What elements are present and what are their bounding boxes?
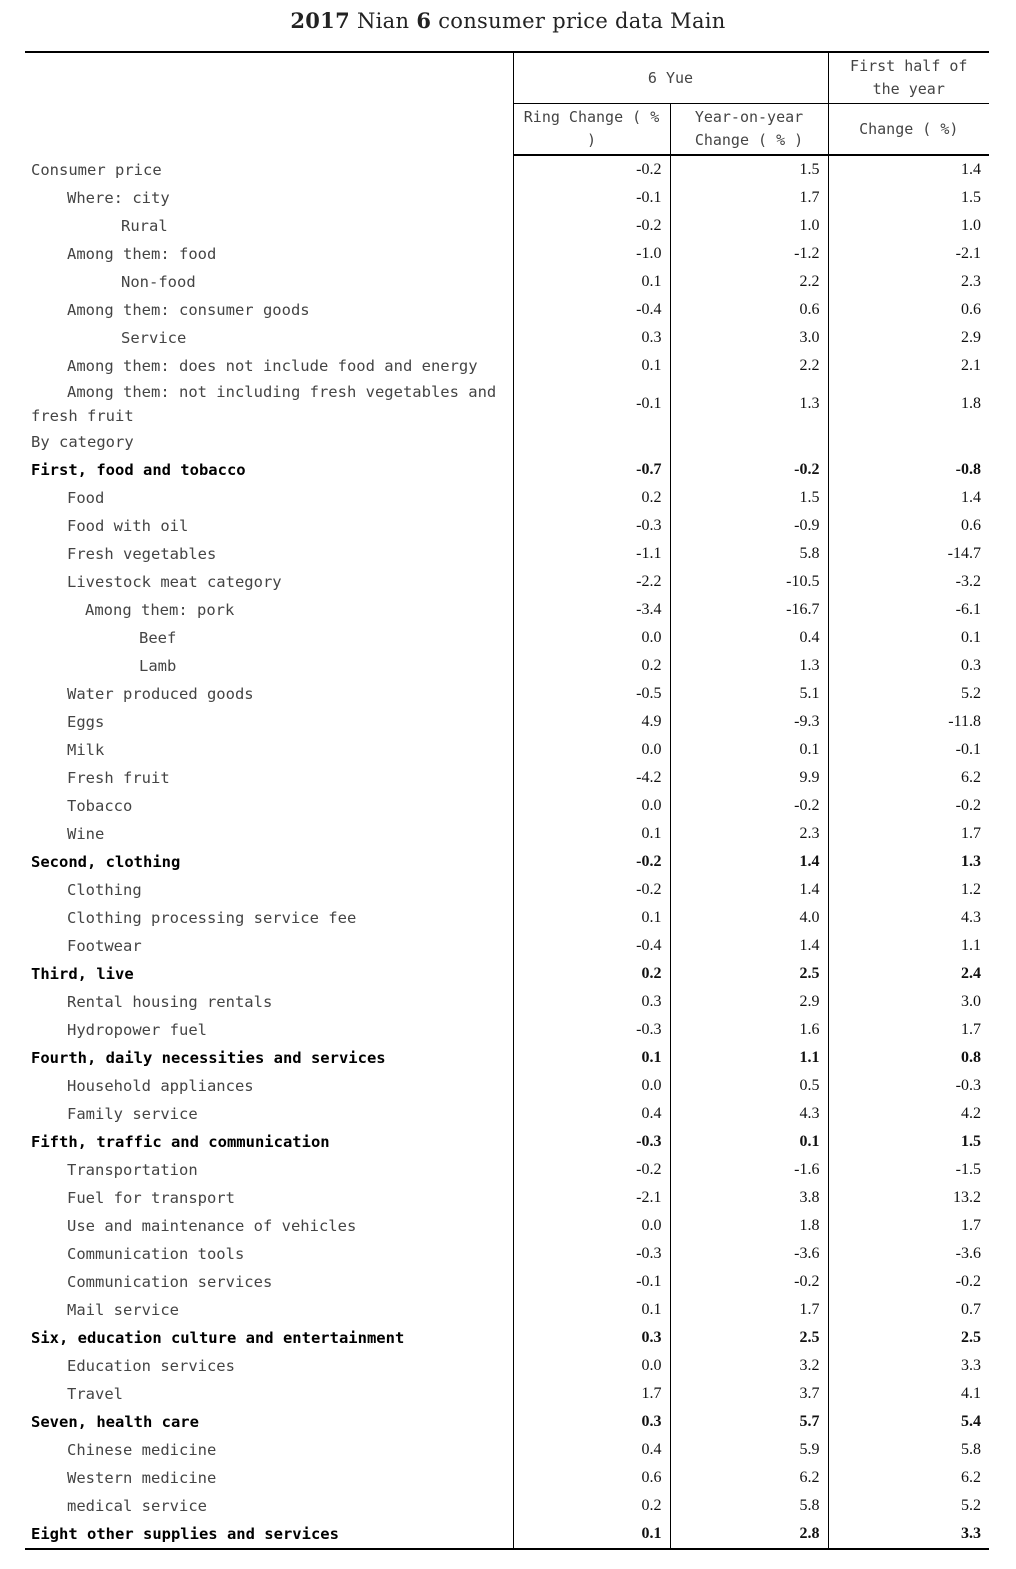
row-label: Fresh vegetables	[67, 545, 217, 563]
row-label: Rental housing rentals	[67, 993, 273, 1011]
row-label: Fourth, daily necessities and services	[31, 1049, 386, 1067]
yoy-change-value	[670, 428, 828, 456]
yoy-change-value: 2.2	[670, 268, 828, 296]
ring-change-value: 0.1	[513, 904, 670, 932]
row-label: Use and maintenance of vehicles	[67, 1217, 357, 1235]
table-row	[25, 1324, 989, 1352]
table-row	[25, 708, 989, 736]
row-label: Travel	[67, 1385, 123, 1403]
row-label: Eggs	[67, 713, 105, 731]
row-label: Family service	[67, 1105, 198, 1123]
row-label: Non-food	[121, 273, 196, 291]
half-change-value: 5.8	[828, 1436, 989, 1464]
table-row	[25, 184, 989, 212]
ring-change-value: 0.1	[513, 820, 670, 848]
ring-change-value: -0.4	[513, 932, 670, 960]
half-change-value: 1.5	[828, 1128, 989, 1156]
ring-change-value: 0.2	[513, 1492, 670, 1520]
table-row	[25, 904, 989, 932]
yoy-change-value: 4.0	[670, 904, 828, 932]
row-label: Among them: pork	[85, 601, 235, 619]
ring-change-value: 1.7	[513, 1380, 670, 1408]
half-change-value: 1.1	[828, 932, 989, 960]
table-row	[25, 1212, 989, 1240]
half-change-value: 4.3	[828, 904, 989, 932]
row-label: First, food and tobacco	[31, 461, 246, 479]
half-change-value: 4.2	[828, 1100, 989, 1128]
yoy-change-value: -1.6	[670, 1156, 828, 1184]
ring-change-value: -0.2	[513, 1156, 670, 1184]
table-row	[25, 652, 989, 680]
row-label: Education services	[67, 1357, 235, 1375]
ring-change-value: 0.0	[513, 624, 670, 652]
yoy-change-value: 2.9	[670, 988, 828, 1016]
table-row	[25, 1156, 989, 1184]
ring-change-value: 0.0	[513, 1212, 670, 1240]
half-change-value: -14.7	[828, 540, 989, 568]
half-change-value: 1.4	[828, 484, 989, 512]
half-change-value: 1.5	[828, 184, 989, 212]
yoy-change-value: 0.6	[670, 296, 828, 324]
row-label: Service	[121, 329, 187, 347]
ring-change-value: -0.2	[513, 876, 670, 904]
ring-change-value: 0.0	[513, 792, 670, 820]
table-row	[25, 848, 989, 876]
yoy-change-value: 1.7	[670, 1296, 828, 1324]
row-label: Transportation	[67, 1161, 198, 1179]
table-row	[25, 484, 989, 512]
yoy-change-value: 3.2	[670, 1352, 828, 1380]
yoy-change-value: 0.1	[670, 736, 828, 764]
yoy-change-value: 6.2	[670, 1464, 828, 1492]
half-change-value: 6.2	[828, 1464, 989, 1492]
header-group-june: 6 Yue	[513, 52, 828, 104]
row-label: Consumer price	[31, 160, 162, 179]
row-label: Among them: food	[67, 245, 217, 263]
row-label: Hydropower fuel	[67, 1021, 207, 1039]
ring-change-value: -0.2	[513, 155, 670, 184]
half-change-value: 3.0	[828, 988, 989, 1016]
header-blank	[25, 52, 513, 155]
ring-change-value: 0.3	[513, 988, 670, 1016]
table-row	[25, 212, 989, 240]
ring-change-value: 4.9	[513, 708, 670, 736]
ring-change-value: -1.0	[513, 240, 670, 268]
title-month: 6	[416, 8, 432, 33]
row-label: Food with oil	[67, 517, 189, 535]
row-label: Second, clothing	[31, 853, 181, 871]
yoy-change-value: -16.7	[670, 596, 828, 624]
yoy-change-value: 2.5	[670, 960, 828, 988]
yoy-change-value: 1.7	[670, 184, 828, 212]
yoy-change-value: 4.3	[670, 1100, 828, 1128]
half-change-value: 0.6	[828, 296, 989, 324]
half-change-value: -3.2	[828, 568, 989, 596]
table-row	[25, 240, 989, 268]
half-change-value: -2.1	[828, 240, 989, 268]
yoy-change-value: 3.8	[670, 1184, 828, 1212]
table-row	[25, 596, 989, 624]
yoy-change-value: 1.4	[670, 848, 828, 876]
half-change-value: 0.3	[828, 652, 989, 680]
title-rest: consumer price data Main	[431, 9, 726, 33]
half-change-value: 1.7	[828, 820, 989, 848]
yoy-change-value: 2.8	[670, 1520, 828, 1549]
yoy-change-value: 5.7	[670, 1408, 828, 1436]
table-row	[25, 268, 989, 296]
table-row	[25, 540, 989, 568]
half-change-value: 1.4	[828, 155, 989, 184]
ring-change-value: -0.1	[513, 184, 670, 212]
row-label: Tobacco	[67, 797, 133, 815]
yoy-change-value: 1.4	[670, 932, 828, 960]
table-row	[25, 568, 989, 596]
table-row	[25, 512, 989, 540]
row-label: medical service	[67, 1497, 207, 1515]
header-group-half: First half of the year	[828, 52, 989, 104]
ring-change-value: -0.3	[513, 1240, 670, 1268]
row-label: Livestock meat category	[67, 573, 282, 591]
ring-change-value: 0.1	[513, 352, 670, 380]
ring-change-value: -0.5	[513, 680, 670, 708]
yoy-change-value: 3.0	[670, 324, 828, 352]
row-label: Chinese medicine	[67, 1441, 217, 1459]
table-row	[25, 155, 989, 184]
table-row	[25, 1408, 989, 1436]
row-label: Rural	[121, 217, 168, 235]
half-change-value: 5.2	[828, 680, 989, 708]
ring-change-value: 0.1	[513, 268, 670, 296]
header-yoy-change: Year-on-year Change ( % )	[670, 104, 828, 156]
half-change-value: 5.2	[828, 1492, 989, 1520]
table-row	[25, 456, 989, 484]
row-label: Water produced goods	[67, 685, 254, 703]
half-change-value: 1.3	[828, 848, 989, 876]
table-row	[25, 764, 989, 792]
row-label: Communication services	[67, 1273, 273, 1291]
yoy-change-value: 5.9	[670, 1436, 828, 1464]
ring-change-value: -4.2	[513, 764, 670, 792]
ring-change-value: -0.7	[513, 456, 670, 484]
half-change-value: 2.9	[828, 324, 989, 352]
table-row	[25, 932, 989, 960]
table-row	[25, 820, 989, 848]
yoy-change-value: 5.8	[670, 540, 828, 568]
yoy-change-value: -10.5	[670, 568, 828, 596]
ring-change-value: 0.3	[513, 1408, 670, 1436]
table-row	[25, 960, 989, 988]
row-label: Seven, health care	[31, 1413, 199, 1431]
table-row	[25, 1044, 989, 1072]
yoy-change-value: 1.5	[670, 155, 828, 184]
row-label: By category	[31, 433, 134, 451]
yoy-change-value: 2.3	[670, 820, 828, 848]
table-row	[25, 1492, 989, 1520]
yoy-change-value: 1.8	[670, 1212, 828, 1240]
half-change-value: -0.1	[828, 736, 989, 764]
row-label: Household appliances	[67, 1077, 254, 1095]
half-change-value: 0.7	[828, 1296, 989, 1324]
ring-change-value: -0.2	[513, 848, 670, 876]
ring-change-value: 0.3	[513, 324, 670, 352]
yoy-change-value: 1.5	[670, 484, 828, 512]
yoy-change-value: -0.2	[670, 1268, 828, 1296]
table-row	[25, 680, 989, 708]
table-row	[25, 1464, 989, 1492]
row-label: Among them: does not include food and energy	[67, 357, 478, 375]
table-row	[25, 876, 989, 904]
row-label: Fifth, traffic and communication	[31, 1133, 330, 1151]
half-change-value: 3.3	[828, 1352, 989, 1380]
half-change-value: -6.1	[828, 596, 989, 624]
table-row	[25, 1268, 989, 1296]
half-change-value: 4.1	[828, 1380, 989, 1408]
half-change-value: 1.8	[828, 380, 989, 428]
ring-change-value: -2.2	[513, 568, 670, 596]
yoy-change-value: -1.2	[670, 240, 828, 268]
ring-change-value: 0.0	[513, 736, 670, 764]
yoy-change-value: 1.6	[670, 1016, 828, 1044]
ring-change-value: -0.3	[513, 512, 670, 540]
row-label: Food	[67, 489, 105, 507]
half-change-value: 2.4	[828, 960, 989, 988]
yoy-change-value: 1.0	[670, 212, 828, 240]
half-change-value: -11.8	[828, 708, 989, 736]
title-year: 2017	[290, 8, 351, 33]
ring-change-value: -0.1	[513, 380, 670, 428]
table-row	[25, 1128, 989, 1156]
row-label: Footwear	[67, 937, 142, 955]
ring-change-value: -3.4	[513, 596, 670, 624]
table-row	[25, 1072, 989, 1100]
ring-change-value: 0.4	[513, 1100, 670, 1128]
row-label: Fuel for transport	[67, 1189, 235, 1207]
row-label: Eight other supplies and services	[31, 1525, 339, 1543]
table-row	[25, 324, 989, 352]
row-label: Beef	[139, 629, 177, 647]
ring-change-value: 0.2	[513, 960, 670, 988]
ring-change-value: 0.1	[513, 1044, 670, 1072]
half-change-value	[828, 428, 989, 456]
row-label-line2: fresh fruit	[31, 407, 134, 425]
ring-change-value: 0.4	[513, 1436, 670, 1464]
row-label: Clothing	[67, 881, 142, 899]
row-label: Western medicine	[67, 1469, 217, 1487]
half-change-value: 1.7	[828, 1212, 989, 1240]
row-label: Lamb	[139, 657, 177, 675]
yoy-change-value: -3.6	[670, 1240, 828, 1268]
ring-change-value: -0.3	[513, 1016, 670, 1044]
half-change-value: 3.3	[828, 1520, 989, 1549]
ring-change-value: -1.1	[513, 540, 670, 568]
row-label	[25, 380, 513, 428]
ring-change-value: 0.6	[513, 1464, 670, 1492]
table-row	[25, 1240, 989, 1268]
ring-change-value: -2.1	[513, 1184, 670, 1212]
half-change-value: -1.5	[828, 1156, 989, 1184]
yoy-change-value: 3.7	[670, 1380, 828, 1408]
half-change-value: -0.8	[828, 456, 989, 484]
half-change-value: 6.2	[828, 764, 989, 792]
yoy-change-value: 1.3	[670, 652, 828, 680]
half-change-value: 1.2	[828, 876, 989, 904]
half-change-value: 5.4	[828, 1408, 989, 1436]
half-change-value: 1.7	[828, 1016, 989, 1044]
half-change-value: 2.3	[828, 268, 989, 296]
half-change-value: 1.0	[828, 212, 989, 240]
yoy-change-value: 0.5	[670, 1072, 828, 1100]
table-row	[25, 296, 989, 324]
row-label: Mail service	[67, 1301, 179, 1319]
row-label: Milk	[67, 741, 105, 759]
ring-change-value: 0.0	[513, 1072, 670, 1100]
half-change-value: -0.2	[828, 1268, 989, 1296]
header-half-change: Change ( %)	[828, 104, 989, 156]
yoy-change-value: 5.1	[670, 680, 828, 708]
table-row	[25, 1296, 989, 1324]
yoy-change-value: 2.2	[670, 352, 828, 380]
table-row	[25, 624, 989, 652]
half-change-value: -0.3	[828, 1072, 989, 1100]
table-row	[25, 988, 989, 1016]
ring-change-value: -0.2	[513, 212, 670, 240]
half-change-value: 0.8	[828, 1044, 989, 1072]
half-change-value: -0.2	[828, 792, 989, 820]
table-row	[25, 380, 989, 428]
ring-change-value: -0.4	[513, 296, 670, 324]
yoy-change-value: 0.1	[670, 1128, 828, 1156]
yoy-change-value: 1.4	[670, 876, 828, 904]
table-row	[25, 1100, 989, 1128]
row-label: Fresh fruit	[67, 769, 170, 787]
table-row	[25, 736, 989, 764]
ring-change-value: 0.1	[513, 1520, 670, 1549]
yoy-change-value: -0.2	[670, 456, 828, 484]
yoy-change-value: -0.9	[670, 512, 828, 540]
ring-change-value: 0.1	[513, 1296, 670, 1324]
table-row	[25, 1436, 989, 1464]
row-label-line1: Among them: not including fresh vegetables and	[67, 383, 497, 401]
title-nian: Nian	[350, 9, 417, 33]
table-row	[25, 1016, 989, 1044]
row-label: Six, education culture and entertainment	[31, 1329, 405, 1347]
ring-change-value: 0.2	[513, 484, 670, 512]
table-row	[25, 1184, 989, 1212]
yoy-change-value: 2.5	[670, 1324, 828, 1352]
cpi-table	[25, 51, 989, 1550]
row-label: Among them: consumer goods	[67, 301, 310, 319]
row-label: Communication tools	[67, 1245, 245, 1263]
ring-change-value: -0.3	[513, 1128, 670, 1156]
row-label: Third, live	[31, 965, 134, 983]
yoy-change-value: 1.3	[670, 380, 828, 428]
yoy-change-value: -9.3	[670, 708, 828, 736]
half-change-value: 0.6	[828, 512, 989, 540]
row-label: Where: city	[67, 189, 170, 207]
ring-change-value: 0.2	[513, 652, 670, 680]
table-row	[25, 428, 989, 456]
table-row	[25, 1380, 989, 1408]
half-change-value: 2.1	[828, 352, 989, 380]
half-change-value: 0.1	[828, 624, 989, 652]
yoy-change-value: 0.4	[670, 624, 828, 652]
table-row	[25, 352, 989, 380]
table-row	[25, 792, 989, 820]
half-change-value: 13.2	[828, 1184, 989, 1212]
row-label: Clothing processing service fee	[67, 909, 357, 927]
page-title	[0, 8, 1016, 33]
table-row	[25, 1352, 989, 1380]
table-row	[25, 1520, 989, 1549]
half-change-value: -3.6	[828, 1240, 989, 1268]
half-change-value: 2.5	[828, 1324, 989, 1352]
row-label: Wine	[67, 825, 105, 843]
ring-change-value	[513, 428, 670, 456]
yoy-change-value: 1.1	[670, 1044, 828, 1072]
ring-change-value: 0.3	[513, 1324, 670, 1352]
yoy-change-value: -0.2	[670, 792, 828, 820]
ring-change-value: -0.1	[513, 1268, 670, 1296]
header-ring-change: Ring Change ( % )	[513, 104, 670, 156]
yoy-change-value: 5.8	[670, 1492, 828, 1520]
ring-change-value: 0.0	[513, 1352, 670, 1380]
yoy-change-value: 9.9	[670, 764, 828, 792]
